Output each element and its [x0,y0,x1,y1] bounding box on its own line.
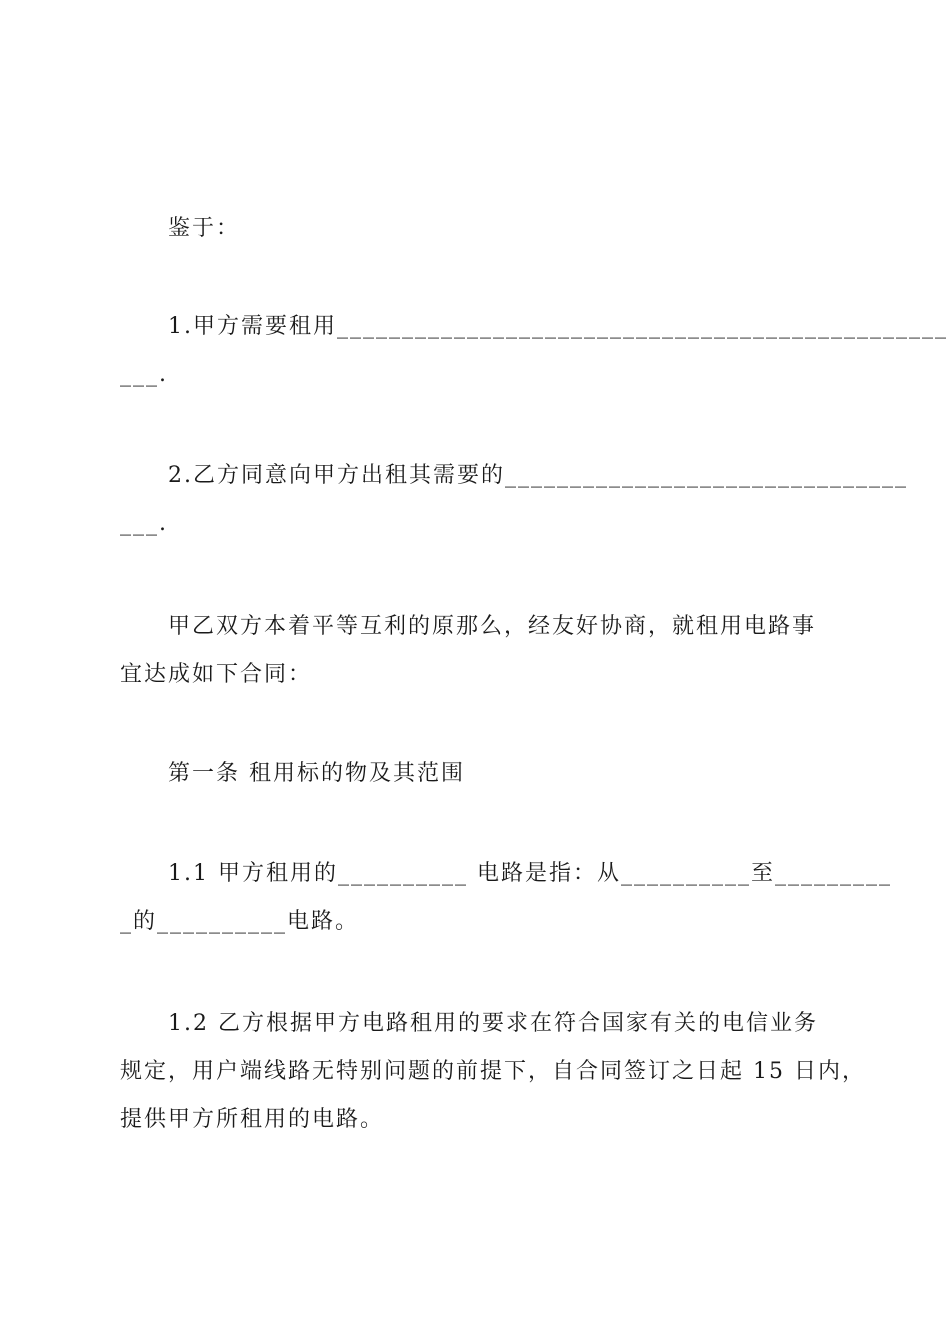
clause-1-1-cont [120,898,832,946]
recital-item-1-line-2: ___. [120,362,168,387]
recital-item-1 [120,303,948,351]
clause-1-2-cont-2 [120,1096,832,1144]
recital-item-2 [120,452,908,500]
intro-line-1: 甲乙双方本着平等互利的原那么，经友好协商，就租用电路事 [168,614,817,639]
recital-item-1-line-1: 1.甲方需要租用_______________________________________________ [168,314,948,339]
clause-1-1-line-1: 1.1 甲方租用的__________ 电路是指：从__________至_________ [168,861,892,886]
article-1-title [120,750,832,798]
clause-1-2-cont [120,1048,866,1096]
clause-1-2-line-1: 1.2 乙方根据甲方电路租用的要求在符合国家有关的电信业务 [168,1011,818,1036]
intro-paragraph-cont [120,651,832,699]
article-1-title-text: 第一条 租用标的物及其范围 [168,761,465,786]
intro-line-2: 宜达成如下合同： [120,662,313,687]
intro-paragraph [120,603,832,651]
clause-1-1-line-2: _的__________电路。 [120,909,360,934]
recital-heading [120,205,832,253]
recital-heading-text: 鉴于： [168,216,241,241]
recital-item-2-line-1: 2.乙方同意向甲方出租其需要的_______________________________ [168,463,908,488]
clause-1-2 [120,1000,832,1048]
clause-1-2-line-2: 规定，用户端线路无特别问题的前提下，自合同签订之日起 15 日内， [120,1059,866,1084]
clause-1-2-line-3: 提供甲方所租用的电路。 [120,1107,385,1132]
recital-item-1-cont [120,351,832,399]
recital-item-2-cont [120,500,832,548]
clause-1-1 [120,850,892,898]
recital-item-2-line-2: ___. [120,511,168,536]
